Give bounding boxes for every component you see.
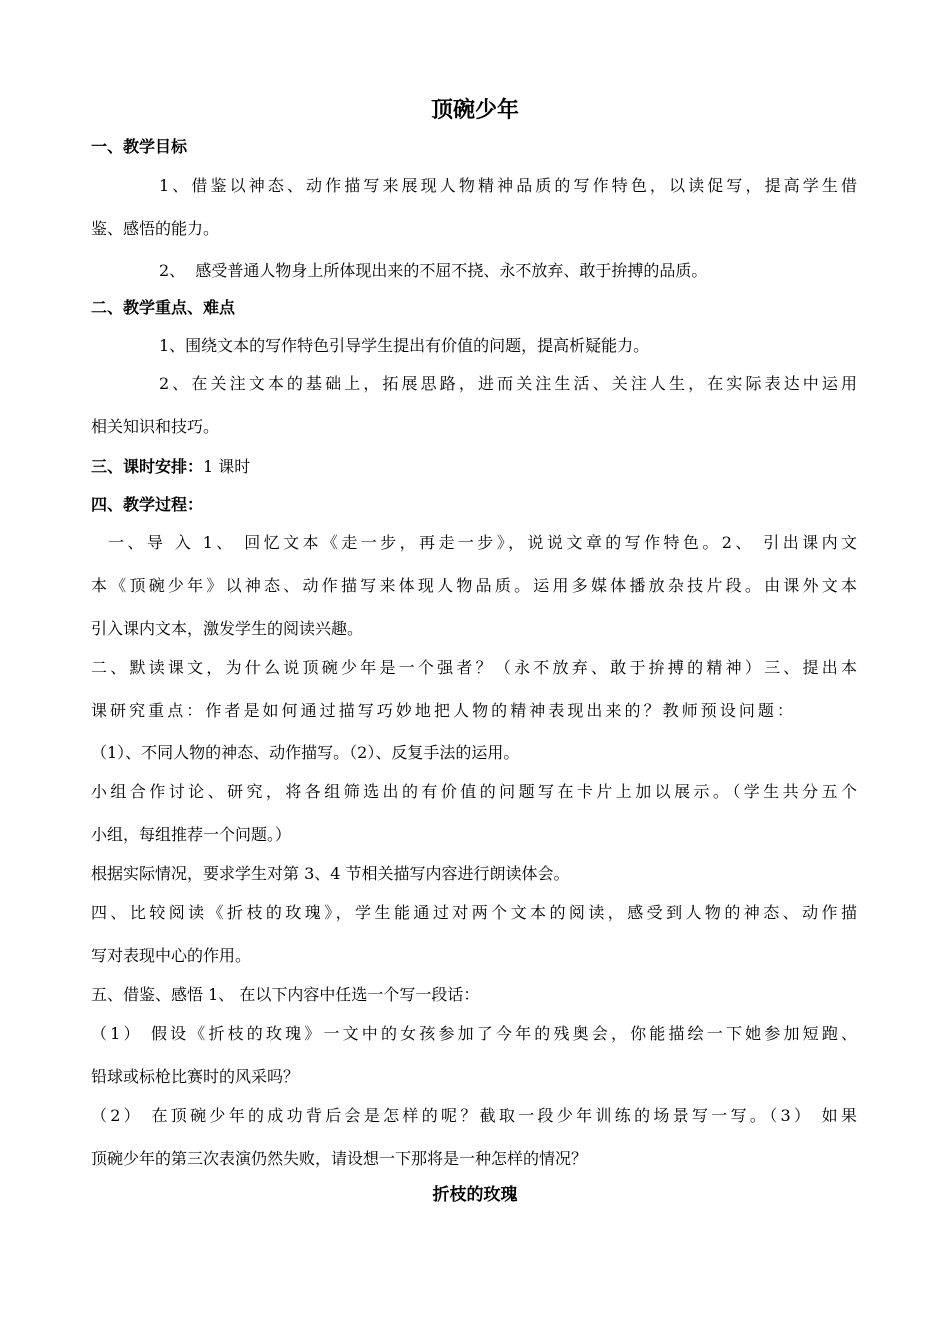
paragraph-line: 1、围绕文本的写作特色引导学生提出有价值的问题，提高析疑能力。: [159, 336, 650, 355]
paragraph-line: 课研究重点：作者是如何通过描写巧妙地把人物的精神表现出来的？教师预设问题：: [91, 701, 793, 720]
class-hours-value: 1 课时: [203, 457, 251, 476]
section-heading-key-points: 二、教学重点、难点: [91, 298, 236, 317]
section-heading-process: 四、教学过程：: [91, 495, 204, 514]
paragraph-line: 本《顶碗少年》以神态、动作描写来体现人物品质。运用多媒体播放杂技片段。由课外文本: [91, 576, 857, 595]
paragraph-line: 一、导 入 1、 回忆文本《走一步，再走一步》，说说文章的写作特色。2、 引出课内文: [108, 533, 857, 552]
paragraph-line: 二、默读课文，为什么说顶碗少年是一个强者？（永不放弃、敢于拚搏的精神）三、提出本: [91, 658, 857, 677]
paragraph-line: 铅球或标枪比赛时的风采吗？: [91, 1067, 300, 1086]
paragraph-line: 小组合作讨论、研究，将各组筛选出的有价值的问题写在卡片上加以展示。（学生共分五个: [91, 782, 857, 801]
class-hours-label: 三、课时安排：: [91, 457, 204, 476]
section-heading-teaching-goals: 一、教学目标: [91, 137, 188, 156]
paragraph-line: 相关知识和技巧。: [91, 417, 220, 436]
document-title: 顶碗少年: [430, 98, 519, 123]
paragraph-line: 写对表现中心的作用。: [91, 946, 252, 965]
paragraph-line: 五、借鉴、感悟 1、 在以下内容中任选一个写一段话：: [91, 985, 480, 1004]
paragraph-line: （1） 假设《折枝的玫瑰》一文中的女孩参加了今年的残奥会，你能描绘一下她参加短跑、: [91, 1024, 857, 1043]
paragraph-line: 引入课内文本，激发学生的阅读兴趣。: [91, 619, 364, 638]
section-subtitle: 折枝的玫瑰: [432, 1185, 518, 1205]
paragraph-line: 四、比较阅读《折枝的玫瑰》，学生能通过对两个文本的阅读，感受到人物的神态、动作描: [91, 903, 857, 922]
paragraph-line: 鉴、感悟的能力。: [91, 219, 220, 238]
paragraph-line: 2、在关注文本的基础上，拓展思路，进而关注生活、关注人生，在实际表达中运用: [159, 374, 857, 393]
class-hours-line: [91, 454, 250, 480]
paragraph-line: 顶碗少年的第三次表演仍然失败，请设想一下那将是一种怎样的情况？: [91, 1149, 588, 1168]
paragraph-line: 小组，每组推荐一个问题。）: [91, 825, 292, 844]
paragraph-line: （1）、不同人物的神态、动作描写。（2）、反复手法的运用。: [91, 743, 520, 762]
paragraph-line: 2、 感受普通人物身上所体现出来的不屈不挠、永不放弃、敢于拚搏的品质。: [159, 261, 708, 280]
paragraph-line: （2） 在顶碗少年的成功背后会是怎样的呢？截取一段少年训练的场景写一写。（3） 如果: [91, 1106, 857, 1125]
paragraph-line: 1、借鉴以神态、动作描写来展现人物精神品质的写作特色，以读促写，提高学生借: [159, 176, 857, 195]
paragraph-line: 根据实际情况，要求学生对第 3、4 节相关描写内容进行朗读体会。: [91, 864, 570, 883]
